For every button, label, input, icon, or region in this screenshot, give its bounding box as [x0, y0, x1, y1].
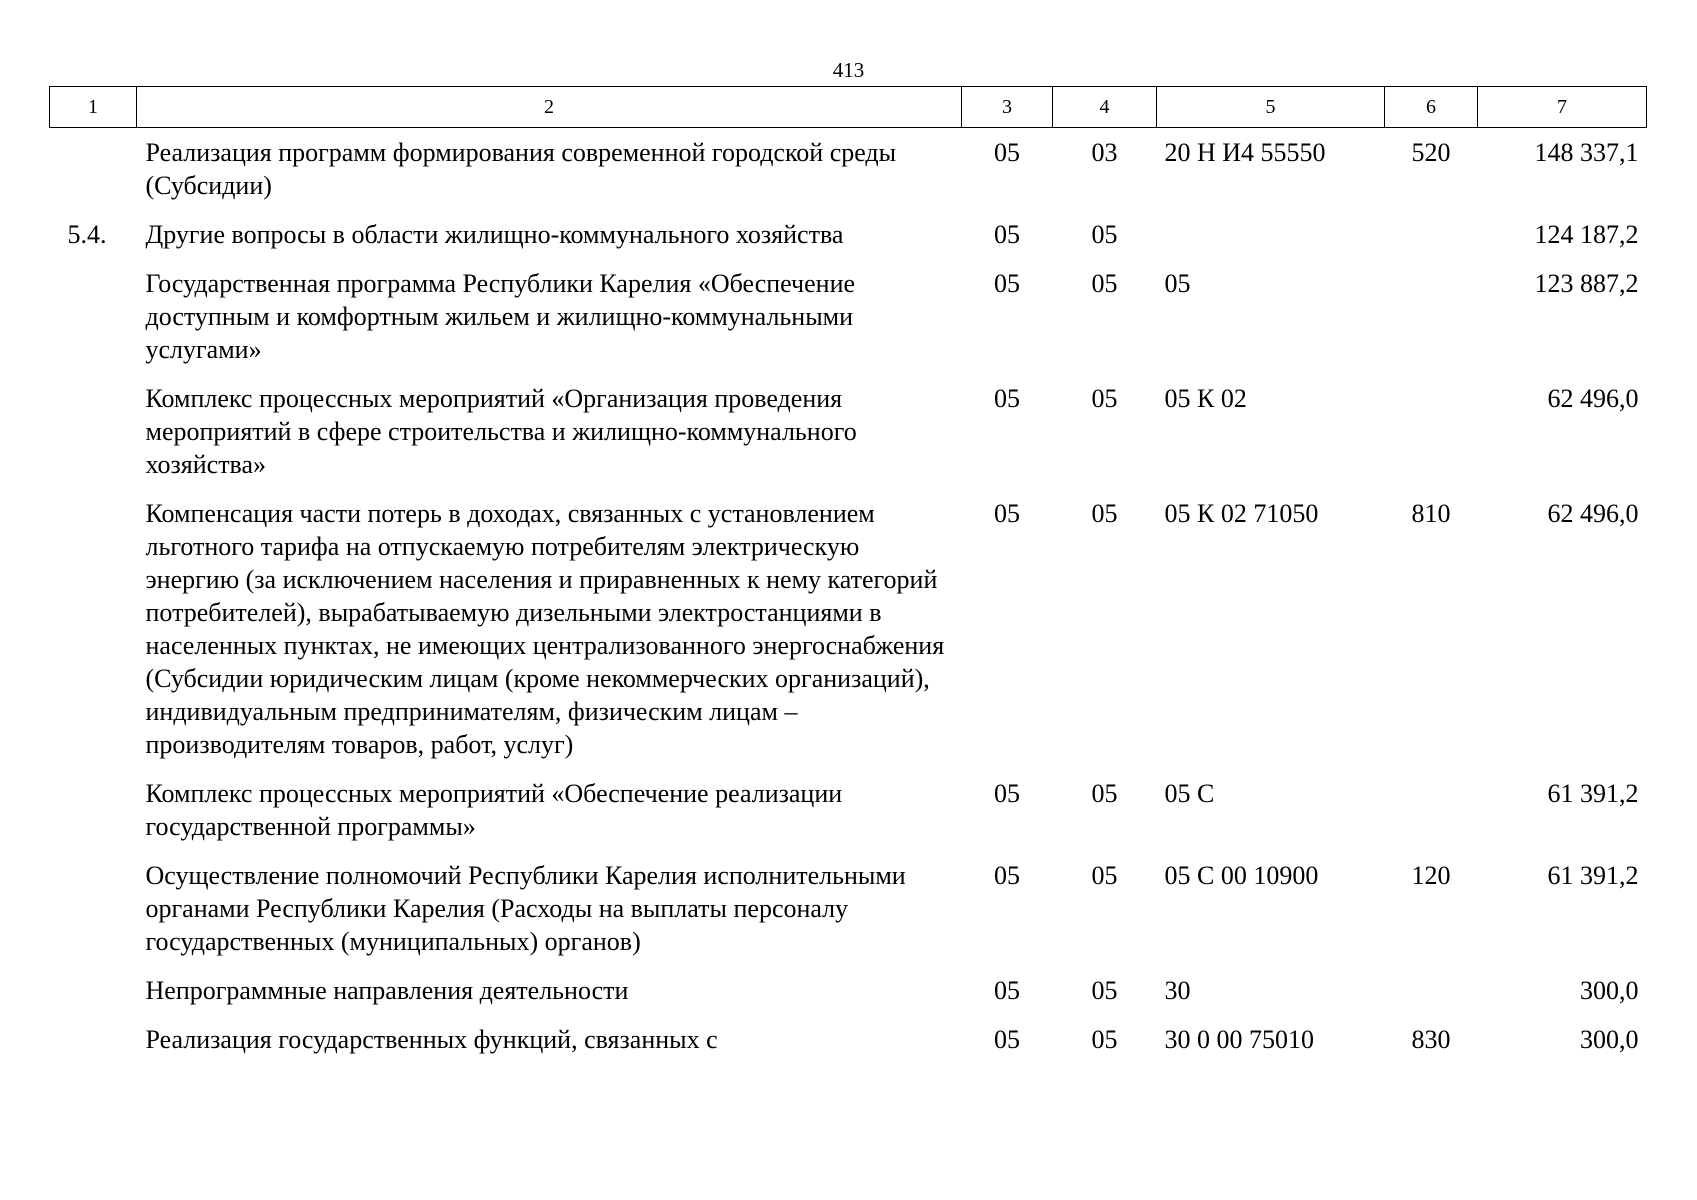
row-section: 05: [994, 976, 1020, 1005]
row-number: [50, 1023, 137, 1072]
row-expense-type: [1385, 777, 1478, 859]
row-name: Компенсация части потерь в доходах, связанных с установлением льготного тарифа на отпускаемую потребителям электрическую энергию (за исключением населения и приравненных к нему категорий потребителей), вырабатываемую дизельными электростанциями в населенных пунктах, не имеющих централизованного энергоснабжения (Субсидии юридическим лицам (кроме некоммерческих организаций), индивидуальным предпринимателям, физическим лицам – производителям товаров, работ, услуг): [145, 499, 945, 759]
header-col-7: 7: [1478, 87, 1647, 128]
row-expense-type: 520: [1411, 138, 1451, 167]
row-subsection: 05: [1091, 1025, 1118, 1054]
table-row: [50, 218, 1647, 267]
header-col-4: 4: [1053, 87, 1157, 128]
row-amount: 62 496,0: [1547, 384, 1639, 413]
row-expense-type: [1385, 382, 1478, 497]
row-name: Другие вопросы в области жилищно-коммунального хозяйства: [145, 220, 844, 249]
row-number: [50, 974, 137, 1023]
header-col-5: 5: [1157, 87, 1385, 128]
header-col-6: 6: [1385, 87, 1478, 128]
row-name: Комплекс процессных мероприятий «Обеспечение реализации государственной программы»: [145, 779, 843, 841]
row-subsection: 05: [1091, 269, 1118, 298]
table-row: [50, 974, 1647, 1023]
row-subsection: 05: [1091, 976, 1118, 1005]
row-target-article: 30 0 00 75010: [1164, 1025, 1314, 1054]
row-subsection: 05: [1091, 861, 1118, 890]
row-name: Реализация программ формирования современной городской среды (Субсидии): [145, 138, 897, 200]
row-expense-type: [1385, 218, 1478, 267]
row-section: 05: [994, 499, 1020, 528]
row-number: [50, 267, 137, 382]
row-amount: 61 391,2: [1547, 861, 1639, 890]
row-target-article: 05: [1164, 269, 1191, 298]
row-target-article: 05 С: [1164, 779, 1215, 808]
row-target-article: [1157, 218, 1385, 267]
row-expense-type: 830: [1411, 1025, 1451, 1054]
row-name: Непрограммные направления деятельности: [145, 976, 629, 1005]
row-subsection: 05: [1091, 499, 1118, 528]
row-amount: 148 337,1: [1534, 138, 1639, 167]
row-section: 05: [994, 779, 1020, 808]
row-number: [50, 777, 137, 859]
row-section: 05: [994, 384, 1020, 413]
row-amount: 300,0: [1580, 1025, 1639, 1054]
row-section: 05: [994, 220, 1020, 249]
row-target-article: 05 С 00 10900: [1164, 861, 1319, 890]
row-number: [50, 497, 137, 777]
row-number: 5.4.: [67, 220, 107, 249]
row-expense-type: [1385, 267, 1478, 382]
row-amount: 61 391,2: [1547, 779, 1639, 808]
row-section: 05: [994, 1025, 1020, 1054]
row-amount: 62 496,0: [1547, 499, 1639, 528]
table-body: [50, 128, 1647, 1073]
table-row: [50, 128, 1647, 219]
row-expense-type: 810: [1411, 499, 1451, 528]
row-subsection: 03: [1091, 138, 1118, 167]
row-number: [50, 128, 137, 219]
row-target-article: 30: [1164, 976, 1191, 1005]
row-subsection: 05: [1091, 220, 1118, 249]
table-row: [50, 382, 1647, 497]
table-row: [50, 859, 1647, 974]
table-row: [50, 267, 1647, 382]
row-name: Осуществление полномочий Республики Карелия исполнительными органами Республики Карелия (Расходы на выплаты персоналу государственных (муниципальных) органов): [145, 861, 906, 956]
row-name: Комплекс процессных мероприятий «Организация проведения мероприятий в сфере строительства и жилищно-коммунального хозяйства»: [145, 384, 857, 479]
row-amount: 300,0: [1580, 976, 1639, 1005]
header-row: [50, 87, 1647, 128]
row-expense-type: [1385, 974, 1478, 1023]
header-col-1: 1: [50, 87, 137, 128]
row-amount: 124 187,2: [1534, 220, 1639, 249]
row-section: 05: [994, 269, 1020, 298]
header-col-3: 3: [962, 87, 1053, 128]
row-name: Реализация государственных функций, связанных с: [145, 1025, 718, 1054]
row-expense-type: 120: [1411, 861, 1451, 890]
row-section: 05: [994, 138, 1020, 167]
table-row: [50, 777, 1647, 859]
table-header: [50, 87, 1647, 128]
row-number: [50, 859, 137, 974]
budget-table: [49, 86, 1647, 1072]
row-subsection: 05: [1091, 779, 1118, 808]
page-number: 413: [832, 58, 865, 82]
row-target-article: 20 Н И4 55550: [1164, 138, 1326, 167]
row-amount: 123 887,2: [1534, 269, 1639, 298]
row-number: [50, 382, 137, 497]
budget-table-container: [49, 86, 1646, 1072]
table-row: [50, 1023, 1647, 1072]
row-target-article: 05 К 02: [1164, 384, 1247, 413]
row-name: Государственная программа Республики Карелия «Обеспечение доступным и комфортным жильем и жилищно-коммунальными услугами»: [145, 269, 856, 364]
row-subsection: 05: [1091, 384, 1118, 413]
row-section: 05: [994, 861, 1020, 890]
row-target-article: 05 К 02 71050: [1164, 499, 1319, 528]
header-col-2: 2: [137, 87, 962, 128]
table-row: [50, 497, 1647, 777]
